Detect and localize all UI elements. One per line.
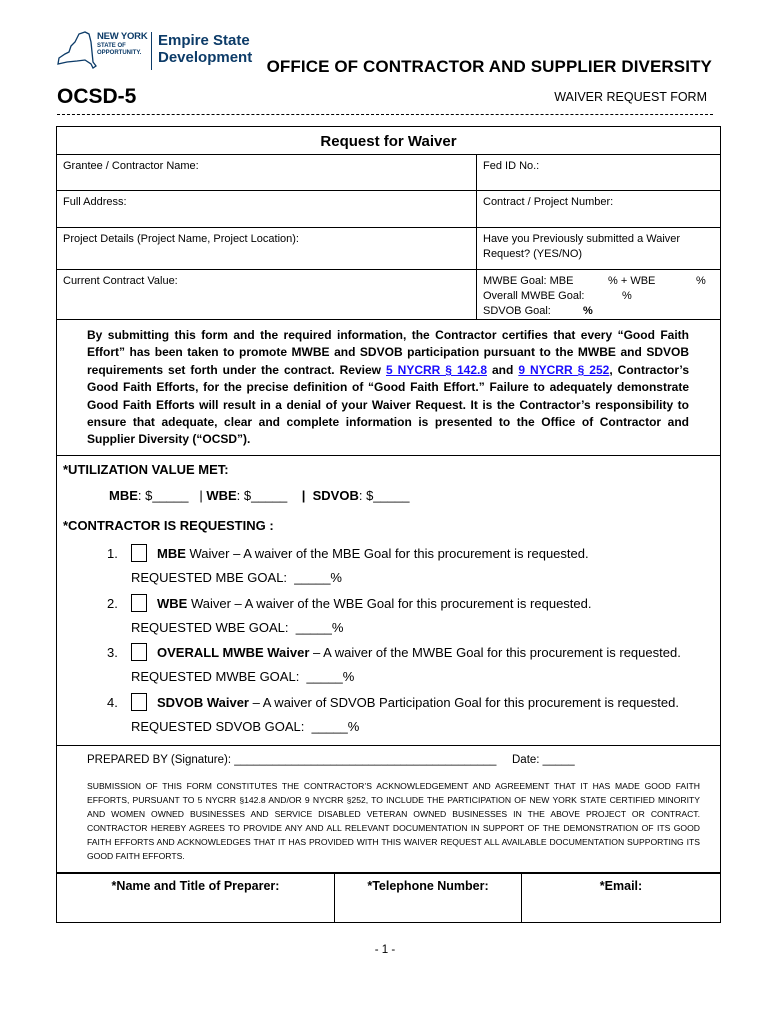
previous-waiver-label: Have you Previously submitted a Waiver Request? (YES/NO) xyxy=(483,233,681,260)
waiver-description: – A waiver of SDVOB Participation Goal for this procurement is requested. xyxy=(249,695,679,710)
requested-wbe-goal-input[interactable]: _____% xyxy=(295,620,344,635)
certification-text: and xyxy=(487,362,519,377)
submission-acknowledgement: SUBMISSION OF THIS FORM CONSTITUTES THE CONTRACTOR’S ACKNOWLEDGEMENT AND AGREEMENT THAT IT HAS MADE GOOD FAITH EFFORTS, PURSUANT TO 5 NYCRR §142.8 AND/OR 9 NYCRR §252, TO INCLUDE THE PARTICIPATION OF NEW YORK STATE CERTIFIED MINORITY AND WOMEN OWNED BUSINESSES AND SERVICE DISABLED VETERAN OWNED BUSINESSES IN THE ABOVE PROJECT OR CONTRACT. CONTRACTOR HEREBY AGREES TO PROVIDE ANY AND ALL RELEVANT DOCUMENTATION IN SUPPORT OF THE DEMONSTRATION OF ITS GOOD FAITH EFFORTS AND ACKNOWLEDGES THAT IT HAS PROVIDED WITH THIS WAIVER REQUEST ALL AVAILABLE DOCUMENTATION SUPPORTING ITS GOOD FAITH EFFORTS. xyxy=(87,781,700,861)
request-title: Request for Waiver xyxy=(57,127,720,155)
full-address-label: Full Address: xyxy=(63,196,127,208)
certification-statement xyxy=(57,320,720,449)
form-row xyxy=(57,228,720,270)
requested-goal-label: REQUESTED WBE GOAL: xyxy=(131,620,289,635)
mwbe-waiver-checkbox[interactable] xyxy=(131,643,147,661)
wbe-utilization-value: : $_____ xyxy=(236,488,288,503)
wbe-waiver-checkbox[interactable] xyxy=(131,594,147,612)
item-number: 3. xyxy=(107,645,118,660)
project-details-field[interactable] xyxy=(57,228,477,269)
sdvob-goal-percent: % xyxy=(583,305,593,317)
page-number: - 1 - xyxy=(374,944,396,956)
mwbe-goal-label: MWBE Goal: MBE xyxy=(483,275,574,287)
signature-section xyxy=(56,746,721,874)
grantee-name-field[interactable] xyxy=(57,155,477,190)
certification-text: By submitting this form and the required information, the Contractor certifies that every “Good Faith Effort” has been taken to promote MWBE and SDVOB participation pursuant to the MWBE and SDVOB requirements set forth under the contract. Review xyxy=(87,328,689,377)
fed-id-field[interactable] xyxy=(477,155,720,190)
nycrr-142-8-link[interactable]: 5 NYCRR § 142.8 xyxy=(385,362,487,377)
full-address-field[interactable] xyxy=(57,191,477,227)
contract-number-field[interactable] xyxy=(477,191,720,227)
form-code: OCSD-5 xyxy=(57,85,137,108)
waiver-name: SDVOB Waiver xyxy=(157,695,249,710)
logo-divider xyxy=(151,32,152,70)
item-number: 4. xyxy=(107,695,118,710)
email-field[interactable]: *Email: xyxy=(599,879,643,893)
sdvob-waiver-checkbox[interactable] xyxy=(131,693,147,711)
preparer-name-title-field[interactable]: *Name and Title of Preparer: xyxy=(57,873,335,922)
mbe-waiver-checkbox[interactable] xyxy=(131,544,147,562)
waiver-request-section xyxy=(56,456,721,746)
new-york-state-outline-icon xyxy=(55,28,97,76)
requested-goal-label: REQUESTED SDVOB GOAL: xyxy=(131,719,305,734)
mbe-utilization-value: : $_____ xyxy=(137,488,189,503)
requested-mwbe-goal-input[interactable]: _____% xyxy=(306,669,355,684)
utilization-values[interactable]: MBE: $_____ | WBE: $_____ | SDVOB: $_____ xyxy=(109,488,410,503)
requested-sdvob-goal-input[interactable]: _____% xyxy=(311,719,360,734)
contract-value-field[interactable] xyxy=(57,270,477,319)
waiver-name: OVERALL MWBE Waiver xyxy=(157,645,310,660)
prepared-by-signature-field[interactable]: PREPARED BY (Signature): _________________________________________ xyxy=(87,754,497,766)
logo-state-name: NEW YORK xyxy=(97,31,148,42)
form-row xyxy=(57,191,720,228)
waiver-name: MBE xyxy=(157,546,186,561)
telephone-number-field[interactable]: *Telephone Number: xyxy=(335,873,522,922)
contract-number-label: Contract / Project Number: xyxy=(483,196,614,208)
sdvob-utilization-value: : $_____ xyxy=(358,488,410,503)
form-row xyxy=(57,155,720,191)
item-number: 1. xyxy=(107,546,118,561)
request-for-waiver-section xyxy=(56,126,721,456)
item-number: 2. xyxy=(107,596,118,611)
certification-text: , Contractor’s Good Faith Efforts, for the precise definition of “Good Faith Effort.” Failure to adequately demonstrate Good Faith Efforts will result in a denial of your Waiver Request. It is the Contractor’s responsibility to ensure that adequate, clear and complete information is presented to the Office of Contractor and Supplier Diversity (“OCSD”). xyxy=(87,362,689,447)
date-field[interactable]: Date: _____ xyxy=(512,754,575,766)
requested-goal-label: REQUESTED MBE GOAL: xyxy=(131,570,288,585)
requesting-label: *CONTRACTOR IS REQUESTING : xyxy=(63,518,274,533)
sdvob-utilization-label: SDVOB xyxy=(312,488,359,503)
requested-goal-label: REQUESTED MWBE GOAL: xyxy=(131,669,300,684)
form-row xyxy=(57,270,720,320)
waiver-description: Waiver – A waiver of the WBE Goal for this procurement is requested. xyxy=(187,596,592,611)
overall-mwbe-goal-label: Overall MWBE Goal: xyxy=(483,290,585,302)
header-divider xyxy=(57,114,713,115)
wbe-goal-percent: % xyxy=(696,275,706,287)
logo-state-tagline: STATE OF OPPORTUNITY. xyxy=(97,43,142,56)
nycrr-252-link[interactable]: 9 NYCRR § 252 xyxy=(518,362,610,377)
form-subtitle: WAIVER REQUEST FORM xyxy=(554,90,707,104)
sdvob-goal-label: SDVOB Goal: xyxy=(483,305,551,317)
preparer-contact-section xyxy=(56,872,721,923)
waiver-name: WBE xyxy=(157,596,188,611)
waiver-description: Waiver – A waiver of the MBE Goal for this procurement is requested. xyxy=(185,546,589,561)
previous-waiver-field[interactable] xyxy=(477,228,720,269)
requested-mbe-goal-input[interactable]: _____% xyxy=(294,570,342,585)
office-title: OFFICE OF CONTRACTOR AND SUPPLIER DIVERSITY xyxy=(266,57,712,76)
wbe-utilization-label: WBE xyxy=(206,488,237,503)
nys-esd-logo xyxy=(55,28,275,80)
project-details-label: Project Details (Project Name, Project Location): xyxy=(63,233,299,245)
waiver-description: – A waiver of the MWBE Goal for this procurement is requested. xyxy=(309,645,681,660)
overall-mwbe-goal-percent: % xyxy=(622,290,632,302)
fed-id-label: Fed ID No.: xyxy=(483,160,540,172)
logo-agency-name: Empire State Development xyxy=(158,32,253,66)
grantee-name-label: Grantee / Contractor Name: xyxy=(63,160,199,172)
mbe-utilization-label: MBE xyxy=(109,488,138,503)
utilization-label: *UTILIZATION VALUE MET: xyxy=(63,462,229,477)
goals-field[interactable] xyxy=(477,270,720,319)
mbe-goal-percent: % + WBE xyxy=(608,275,656,287)
contract-value-label: Current Contract Value: xyxy=(63,275,178,287)
